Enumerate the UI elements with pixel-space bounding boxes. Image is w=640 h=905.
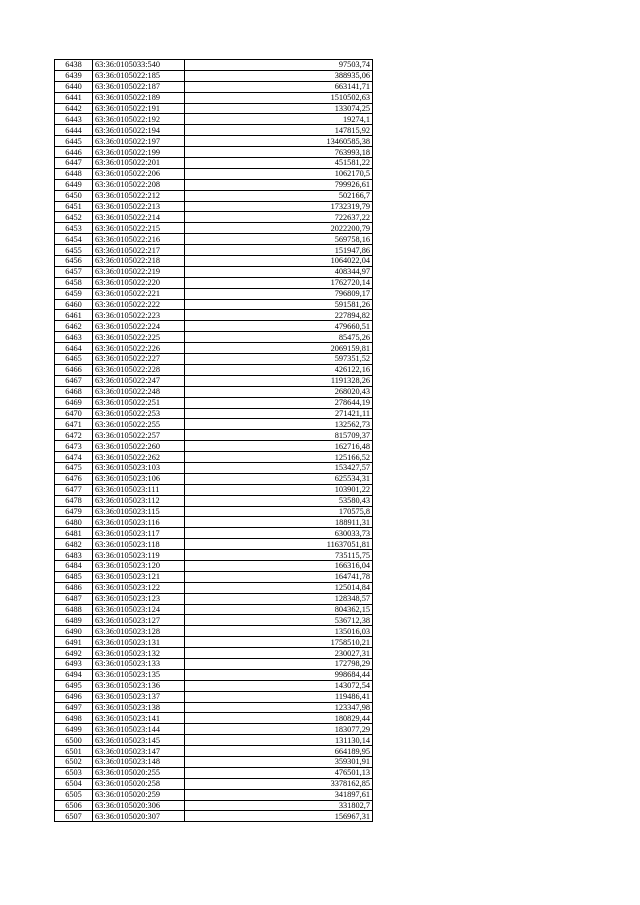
table-row (55, 354, 373, 365)
table-row (55, 658, 373, 669)
cadastral-number-cell: 63:36:0105023:103 (93, 462, 185, 473)
table-row (55, 452, 373, 463)
cadastral-number-cell: 63:36:0105022:214 (93, 212, 185, 223)
row-number-cell: 6457 (55, 266, 93, 277)
table-row (55, 441, 373, 452)
row-number-cell: 6469 (55, 397, 93, 408)
row-number-cell: 6448 (55, 168, 93, 179)
row-number-cell: 6504 (55, 778, 93, 789)
table-row (55, 168, 373, 179)
cadastral-number-cell: 63:36:0105023:131 (93, 637, 185, 648)
cadastral-number-cell: 63:36:0105022:215 (93, 223, 185, 234)
table-row (55, 473, 373, 484)
row-number-cell: 6446 (55, 147, 93, 158)
cadastral-number-cell: 63:36:0105022:262 (93, 452, 185, 463)
table-row (55, 484, 373, 495)
table-row (55, 408, 373, 419)
cadastral-value-cell: 2069159,81 (185, 343, 373, 354)
cadastral-number-cell: 63:36:0105023:111 (93, 484, 185, 495)
table-row (55, 81, 373, 92)
row-number-cell: 6459 (55, 288, 93, 299)
row-number-cell: 6489 (55, 615, 93, 626)
table-row (55, 125, 373, 136)
row-number-cell: 6479 (55, 506, 93, 517)
table-row (55, 495, 373, 506)
cadastral-number-cell: 63:36:0105022:257 (93, 430, 185, 441)
row-number-cell: 6478 (55, 495, 93, 506)
row-number-cell: 6483 (55, 550, 93, 561)
cadastral-number-cell: 63:36:0105022:225 (93, 332, 185, 343)
table-row (55, 615, 373, 626)
cadastral-value-cell: 1732319,79 (185, 201, 373, 212)
cadastral-value-cell: 162716,48 (185, 441, 373, 452)
row-number-cell: 6466 (55, 364, 93, 375)
table-row (55, 560, 373, 571)
cadastral-value-cell: 722637,22 (185, 212, 373, 223)
cadastral-value-cell: 125014,84 (185, 582, 373, 593)
cadastral-value-cell: 815709,37 (185, 430, 373, 441)
cadastral-number-cell: 63:36:0105022:217 (93, 245, 185, 256)
row-number-cell: 6488 (55, 604, 93, 615)
row-number-cell: 6461 (55, 310, 93, 321)
table-row (55, 277, 373, 288)
cadastral-value-cell: 119486,41 (185, 691, 373, 702)
cadastral-number-cell: 63:36:0105023:141 (93, 713, 185, 724)
cadastral-value-cell: 426122,16 (185, 364, 373, 375)
row-number-cell: 6456 (55, 256, 93, 267)
cadastral-value-cell: 2022200,79 (185, 223, 373, 234)
row-number-cell: 6490 (55, 626, 93, 637)
cadastral-number-cell: 63:36:0105023:148 (93, 757, 185, 768)
table-row (55, 147, 373, 158)
row-number-cell: 6503 (55, 767, 93, 778)
cadastral-value-cell: 135016,03 (185, 626, 373, 637)
cadastral-number-cell: 63:36:0105023:133 (93, 658, 185, 669)
table-row (55, 158, 373, 169)
row-number-cell: 6505 (55, 789, 93, 800)
cadastral-number-cell: 63:36:0105022:197 (93, 136, 185, 147)
cadastral-number-cell: 63:36:0105022:220 (93, 277, 185, 288)
cadastral-number-cell: 63:36:0105033:540 (93, 60, 185, 71)
row-number-cell: 6495 (55, 680, 93, 691)
cadastral-number-cell: 63:36:0105020:259 (93, 789, 185, 800)
cadastral-value-cell: 183077,29 (185, 724, 373, 735)
cadastral-number-cell: 63:36:0105022:226 (93, 343, 185, 354)
cadastral-value-cell: 230027,31 (185, 648, 373, 659)
cadastral-value-cell: 133074,25 (185, 103, 373, 114)
row-number-cell: 6498 (55, 713, 93, 724)
cadastral-number-cell: 63:36:0105023:144 (93, 724, 185, 735)
table-row (55, 245, 373, 256)
cadastral-number-cell: 63:36:0105023:117 (93, 528, 185, 539)
table-body (55, 60, 373, 822)
table-row (55, 528, 373, 539)
cadastral-value-cell: 188911,31 (185, 517, 373, 528)
table-row (55, 571, 373, 582)
cadastral-number-cell: 63:36:0105020:306 (93, 800, 185, 811)
row-number-cell: 6506 (55, 800, 93, 811)
table-row (55, 266, 373, 277)
row-number-cell: 6474 (55, 452, 93, 463)
cadastral-number-cell: 63:36:0105023:138 (93, 702, 185, 713)
cadastral-value-cell: 147815,92 (185, 125, 373, 136)
table-row (55, 626, 373, 637)
table-row (55, 648, 373, 659)
table-row (55, 800, 373, 811)
cadastral-number-cell: 63:36:0105022:208 (93, 179, 185, 190)
row-number-cell: 6444 (55, 125, 93, 136)
cadastral-value-cell: 799926,61 (185, 179, 373, 190)
cadastral-number-cell: 63:36:0105023:145 (93, 735, 185, 746)
cadastral-value-cell: 591581,26 (185, 299, 373, 310)
cadastral-value-cell: 479660,51 (185, 321, 373, 332)
cadastral-value-cell: 663141,71 (185, 81, 373, 92)
table-row (55, 724, 373, 735)
table-row (55, 691, 373, 702)
row-number-cell: 6497 (55, 702, 93, 713)
table-row (55, 637, 373, 648)
cadastral-number-cell: 63:36:0105022:212 (93, 190, 185, 201)
cadastral-value-cell: 1064022,04 (185, 256, 373, 267)
cadastral-value-cell: 1762720,14 (185, 277, 373, 288)
row-number-cell: 6472 (55, 430, 93, 441)
cadastral-value-cell: 164741,78 (185, 571, 373, 582)
table-row (55, 364, 373, 375)
table-row (55, 60, 373, 71)
table-row (55, 735, 373, 746)
cadastral-number-cell: 63:36:0105022:255 (93, 419, 185, 430)
row-number-cell: 6507 (55, 811, 93, 822)
table-row (55, 811, 373, 822)
row-number-cell: 6494 (55, 669, 93, 680)
row-number-cell: 6471 (55, 419, 93, 430)
table-row (55, 757, 373, 768)
cadastral-value-cell: 408344,97 (185, 266, 373, 277)
cadastral-value-cell: 796809,17 (185, 288, 373, 299)
row-number-cell: 6452 (55, 212, 93, 223)
cadastral-value-cell: 998684,44 (185, 669, 373, 680)
cadastral-value-cell: 278644,19 (185, 397, 373, 408)
cadastral-value-cell: 11637051,81 (185, 539, 373, 550)
cadastral-number-cell: 63:36:0105022:253 (93, 408, 185, 419)
cadastral-value-cell: 172798,29 (185, 658, 373, 669)
cadastral-value-cell: 19274,1 (185, 114, 373, 125)
cadastral-value-cell: 388935,06 (185, 70, 373, 81)
row-number-cell: 6493 (55, 658, 93, 669)
cadastral-number-cell: 63:36:0105023:116 (93, 517, 185, 528)
cadastral-value-cell: 227894,82 (185, 310, 373, 321)
table-row (55, 669, 373, 680)
cadastral-value-cell: 166316,04 (185, 560, 373, 571)
cadastral-number-cell: 63:36:0105022:247 (93, 375, 185, 386)
cadastral-value-cell: 151947,86 (185, 245, 373, 256)
row-number-cell: 6450 (55, 190, 93, 201)
row-number-cell: 6462 (55, 321, 93, 332)
table-row (55, 386, 373, 397)
cadastral-number-cell: 63:36:0105023:127 (93, 615, 185, 626)
table-row (55, 746, 373, 757)
cadastral-number-cell: 63:36:0105023:119 (93, 550, 185, 561)
table-row (55, 114, 373, 125)
table-row (55, 789, 373, 800)
cadastral-value-cell: 156967,31 (185, 811, 373, 822)
table-row (55, 702, 373, 713)
table-row (55, 767, 373, 778)
cadastral-value-cell: 123347,98 (185, 702, 373, 713)
row-number-cell: 6463 (55, 332, 93, 343)
row-number-cell: 6499 (55, 724, 93, 735)
cadastral-number-cell: 63:36:0105023:112 (93, 495, 185, 506)
cadastral-number-cell: 63:36:0105023:122 (93, 582, 185, 593)
cadastral-value-cell: 536712,38 (185, 615, 373, 626)
row-number-cell: 6484 (55, 560, 93, 571)
cadastral-number-cell: 63:36:0105022:221 (93, 288, 185, 299)
table-row (55, 419, 373, 430)
table-row (55, 778, 373, 789)
cadastral-value-cell: 331802,7 (185, 800, 373, 811)
cadastral-value-cell: 143072,54 (185, 680, 373, 691)
cadastral-value-cell: 630033,73 (185, 528, 373, 539)
table-row (55, 201, 373, 212)
row-number-cell: 6454 (55, 234, 93, 245)
table-row (55, 212, 373, 223)
cadastral-number-cell: 63:36:0105022:189 (93, 92, 185, 103)
row-number-cell: 6453 (55, 223, 93, 234)
cadastral-value-cell: 268020,43 (185, 386, 373, 397)
cadastral-number-cell: 63:36:0105022:224 (93, 321, 185, 332)
cadastral-value-cell: 103901,22 (185, 484, 373, 495)
cadastral-number-cell: 63:36:0105022:199 (93, 147, 185, 158)
table-row (55, 582, 373, 593)
row-number-cell: 6475 (55, 462, 93, 473)
cadastral-value-cell: 53580,43 (185, 495, 373, 506)
cadastral-number-cell: 63:36:0105023:132 (93, 648, 185, 659)
cadastral-value-cell: 476501,13 (185, 767, 373, 778)
row-number-cell: 6445 (55, 136, 93, 147)
table-row (55, 604, 373, 615)
cadastral-number-cell: 63:36:0105022:216 (93, 234, 185, 245)
cadastral-number-cell: 63:36:0105022:260 (93, 441, 185, 452)
row-number-cell: 6467 (55, 375, 93, 386)
cadastral-value-cell: 85475,26 (185, 332, 373, 343)
cadastral-number-cell: 63:36:0105023:121 (93, 571, 185, 582)
cadastral-number-cell: 63:36:0105022:219 (93, 266, 185, 277)
table-row (55, 223, 373, 234)
cadastral-number-cell: 63:36:0105022:223 (93, 310, 185, 321)
row-number-cell: 6477 (55, 484, 93, 495)
cadastral-number-cell: 63:36:0105023:147 (93, 746, 185, 757)
row-number-cell: 6500 (55, 735, 93, 746)
row-number-cell: 6441 (55, 92, 93, 103)
cadastral-number-cell: 63:36:0105020:258 (93, 778, 185, 789)
cadastral-number-cell: 63:36:0105022:222 (93, 299, 185, 310)
cadastral-number-cell: 63:36:0105023:120 (93, 560, 185, 571)
row-number-cell: 6492 (55, 648, 93, 659)
row-number-cell: 6451 (55, 201, 93, 212)
cadastral-value-cell: 1191328,26 (185, 375, 373, 386)
cadastral-value-cell: 132562,73 (185, 419, 373, 430)
cadastral-number-cell: 63:36:0105022:227 (93, 354, 185, 365)
cadastral-number-cell: 63:36:0105023:123 (93, 593, 185, 604)
cadastral-number-cell: 63:36:0105022:248 (93, 386, 185, 397)
cadastral-number-cell: 63:36:0105023:115 (93, 506, 185, 517)
table-row (55, 680, 373, 691)
cadastral-value-cell: 180829,44 (185, 713, 373, 724)
table-row (55, 299, 373, 310)
cadastral-value-cell: 735115,75 (185, 550, 373, 561)
row-number-cell: 6468 (55, 386, 93, 397)
row-number-cell: 6449 (55, 179, 93, 190)
cadastral-number-cell: 63:36:0105022:194 (93, 125, 185, 136)
cadastral-value-cell: 451581,22 (185, 158, 373, 169)
cadastral-number-cell: 63:36:0105022:251 (93, 397, 185, 408)
table-row (55, 332, 373, 343)
table-row (55, 288, 373, 299)
cadastral-value-cell: 97503,74 (185, 60, 373, 71)
table-row (55, 539, 373, 550)
cadastral-number-cell: 63:36:0105020:307 (93, 811, 185, 822)
cadastral-number-cell: 63:36:0105022:218 (93, 256, 185, 267)
table-row (55, 190, 373, 201)
cadastral-number-cell: 63:36:0105022:228 (93, 364, 185, 375)
row-number-cell: 6480 (55, 517, 93, 528)
table-row (55, 321, 373, 332)
cadastral-value-cell: 1062170,5 (185, 168, 373, 179)
table-row (55, 256, 373, 267)
row-number-cell: 6496 (55, 691, 93, 702)
cadastral-number-cell: 63:36:0105022:213 (93, 201, 185, 212)
row-number-cell: 6442 (55, 103, 93, 114)
row-number-cell: 6487 (55, 593, 93, 604)
cadastral-value-cell: 153427,57 (185, 462, 373, 473)
row-number-cell: 6458 (55, 277, 93, 288)
table-row (55, 430, 373, 441)
cadastral-value-cell: 664189,95 (185, 746, 373, 757)
row-number-cell: 6455 (55, 245, 93, 256)
cadastral-value-cell: 1510502,63 (185, 92, 373, 103)
row-number-cell: 6481 (55, 528, 93, 539)
table-row (55, 550, 373, 561)
cadastral-number-cell: 63:36:0105022:192 (93, 114, 185, 125)
cadastral-value-cell: 359301,91 (185, 757, 373, 768)
cadastral-value-cell: 1758510,21 (185, 637, 373, 648)
cadastral-value-cell: 597351,52 (185, 354, 373, 365)
cadastral-value-cell: 341897,61 (185, 789, 373, 800)
row-number-cell: 6464 (55, 343, 93, 354)
table-row (55, 103, 373, 114)
cadastral-value-table (54, 59, 373, 822)
cadastral-number-cell: 63:36:0105023:136 (93, 680, 185, 691)
table-row (55, 92, 373, 103)
row-number-cell: 6447 (55, 158, 93, 169)
cadastral-number-cell: 63:36:0105023:124 (93, 604, 185, 615)
cadastral-value-cell: 763993,18 (185, 147, 373, 158)
row-number-cell: 6439 (55, 70, 93, 81)
row-number-cell: 6440 (55, 81, 93, 92)
cadastral-value-cell: 271421,11 (185, 408, 373, 419)
table-row (55, 506, 373, 517)
table-row (55, 713, 373, 724)
table-row (55, 397, 373, 408)
row-number-cell: 6473 (55, 441, 93, 452)
cadastral-value-cell: 502166,7 (185, 190, 373, 201)
row-number-cell: 6438 (55, 60, 93, 71)
row-number-cell: 6465 (55, 354, 93, 365)
cadastral-value-cell: 625534,31 (185, 473, 373, 484)
table-row (55, 179, 373, 190)
row-number-cell: 6501 (55, 746, 93, 757)
cadastral-number-cell: 63:36:0105023:135 (93, 669, 185, 680)
row-number-cell: 6491 (55, 637, 93, 648)
table-row (55, 517, 373, 528)
cadastral-value-cell: 170575,8 (185, 506, 373, 517)
cadastral-number-cell: 63:36:0105023:118 (93, 539, 185, 550)
cadastral-number-cell: 63:36:0105022:187 (93, 81, 185, 92)
table-row (55, 70, 373, 81)
cadastral-number-cell: 63:36:0105023:128 (93, 626, 185, 637)
table-row (55, 136, 373, 147)
table-row (55, 462, 373, 473)
cadastral-value-cell: 569758,16 (185, 234, 373, 245)
cadastral-value-cell: 125166,52 (185, 452, 373, 463)
cadastral-number-cell: 63:36:0105023:137 (93, 691, 185, 702)
cadastral-value-cell: 13460585,38 (185, 136, 373, 147)
table-row (55, 375, 373, 386)
row-number-cell: 6502 (55, 757, 93, 768)
row-number-cell: 6460 (55, 299, 93, 310)
cadastral-number-cell: 63:36:0105022:185 (93, 70, 185, 81)
row-number-cell: 6476 (55, 473, 93, 484)
cadastral-value-cell: 128348,57 (185, 593, 373, 604)
cadastral-number-cell: 63:36:0105022:206 (93, 168, 185, 179)
table-row (55, 343, 373, 354)
table-row (55, 310, 373, 321)
row-number-cell: 6470 (55, 408, 93, 419)
table-row (55, 593, 373, 604)
row-number-cell: 6485 (55, 571, 93, 582)
cadastral-number-cell: 63:36:0105022:201 (93, 158, 185, 169)
cadastral-value-cell: 804362,15 (185, 604, 373, 615)
cadastral-number-cell: 63:36:0105020:255 (93, 767, 185, 778)
cadastral-value-cell: 131130,14 (185, 735, 373, 746)
row-number-cell: 6486 (55, 582, 93, 593)
cadastral-number-cell: 63:36:0105022:191 (93, 103, 185, 114)
cadastral-value-cell: 3378162,85 (185, 778, 373, 789)
table-row (55, 234, 373, 245)
row-number-cell: 6482 (55, 539, 93, 550)
cadastral-number-cell: 63:36:0105023:106 (93, 473, 185, 484)
row-number-cell: 6443 (55, 114, 93, 125)
